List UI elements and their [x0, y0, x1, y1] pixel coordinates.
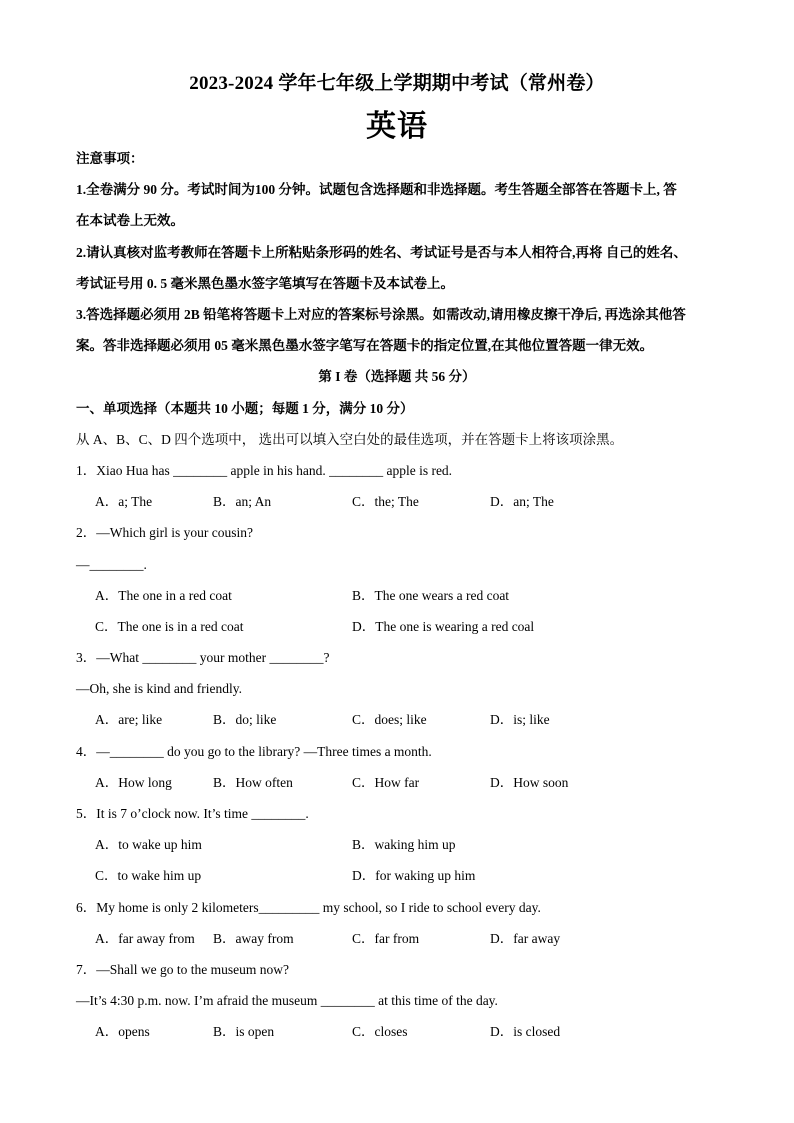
volume-title: 第 I 卷（选择题 共 56 分） — [318, 369, 476, 384]
question-2-option-c: C．The one is in a red coat — [95, 619, 244, 634]
question-3-stem: 3．—What ________ your mother ________? — [76, 650, 330, 665]
question-1-option-a: A．a; The — [95, 494, 153, 509]
question-3-option-c: C．does; like — [352, 712, 427, 727]
question-4-option-b: B．How often — [213, 775, 293, 790]
question-3-option-a: A．are; like — [95, 712, 163, 727]
question-2-option-d: D．The one is wearing a red coal — [352, 619, 535, 634]
question-2-option-a: A．The one in a red coat — [95, 588, 232, 603]
question-3-option-b: B．do; like — [213, 712, 277, 727]
part-title: 一、单项选择（本题共 10 小题；每题 1 分，满分 10 分） — [76, 401, 414, 416]
notice-item-2-line-1: 2.请认真核对监考教师在答题卡上所粘贴条形码的姓名、考试证号是否与本人相符合,再将 自己的姓名、 — [76, 245, 687, 260]
question-7-reply: —It’s 4:30 p.m. now. I’m afraid the museum ________ at this time of the day. — [76, 993, 498, 1008]
question-6-option-a: A．far away from — [95, 931, 195, 946]
question-6-option-d: D．far away — [490, 931, 561, 946]
notice-item-1-line-1: 1.全卷满分 90 分。考试时间为100 分钟。试题包含选择题和非选择题。考生答题全部答在答题卡上, 答 — [76, 182, 677, 197]
subject-title: 英语 — [366, 110, 428, 143]
question-7-stem: 7．—Shall we go to the museum now? — [76, 962, 289, 977]
question-2-stem: 2．—Which girl is your cousin? — [76, 525, 253, 540]
question-5-stem: 5．It is 7 o’clock now. It’s time ________. — [76, 806, 309, 821]
question-3-option-d: D．is; like — [490, 712, 550, 727]
notice-item-1-line-2: 在本试卷上无效。 — [76, 213, 184, 228]
question-7-option-b: B．is open — [213, 1024, 275, 1039]
question-7-option-a: A．opens — [95, 1024, 150, 1039]
question-6-option-c: C．far from — [352, 931, 420, 946]
question-1-option-c: C．the; The — [352, 494, 419, 509]
exam-title: 2023-2024 学年七年级上学期期中考试（常州卷） — [189, 73, 605, 94]
question-7-option-d: D．is closed — [490, 1024, 561, 1039]
question-1-option-d: D．an; The — [490, 494, 554, 509]
question-6-option-b: B．away from — [213, 931, 294, 946]
question-5-option-a: A．to wake up him — [95, 837, 202, 852]
question-4-option-c: C．How far — [352, 775, 420, 790]
question-3-reply: —Oh, she is kind and friendly. — [76, 681, 242, 696]
question-4-stem: 4．—________ do you go to the library? —Three times a month. — [76, 744, 432, 759]
question-7-option-c: C．closes — [352, 1024, 408, 1039]
notice-item-3-line-2: 案。答非选择题必须用 05 毫米黑色墨水签字笔写在答题卡的指定位置,在其他位置答题一律无效。 — [76, 338, 654, 353]
question-1-stem: 1．Xiao Hua has ________ apple in his hand. ________ apple is red. — [76, 463, 453, 478]
question-2-option-b: B．The one wears a red coat — [352, 588, 510, 603]
notice-item-2-line-2: 考试证号用 0. 5 毫米黑色墨水签字笔填写在答题卡及本试卷上。 — [76, 276, 454, 291]
question-6-stem: 6．My home is only 2 kilometers_________ my school, so I ride to school every day. — [76, 900, 541, 915]
question-4-option-d: D．How soon — [490, 775, 569, 790]
question-5-option-c: C．to wake him up — [95, 868, 202, 883]
notice-heading: 注意事项： — [76, 151, 144, 166]
part-instruction: 从 A、B、C、D 四个选项中， 选出可以填入空白处的最佳选项，并在答题卡上将该项涂黑。 — [76, 432, 624, 447]
question-1-option-b: B．an; An — [213, 494, 272, 509]
question-5-option-b: B．waking him up — [352, 837, 456, 852]
question-2-reply: —________. — [76, 557, 147, 572]
question-5-option-d: D．for waking up him — [352, 868, 476, 883]
question-4-option-a: A．How long — [95, 775, 172, 790]
notice-item-3-line-1: 3.答选择题必须用 2B 铅笔将答题卡上对应的答案标号涂黑。如需改动,请用橡皮擦干净后, 再选涂其他答 — [76, 307, 686, 322]
